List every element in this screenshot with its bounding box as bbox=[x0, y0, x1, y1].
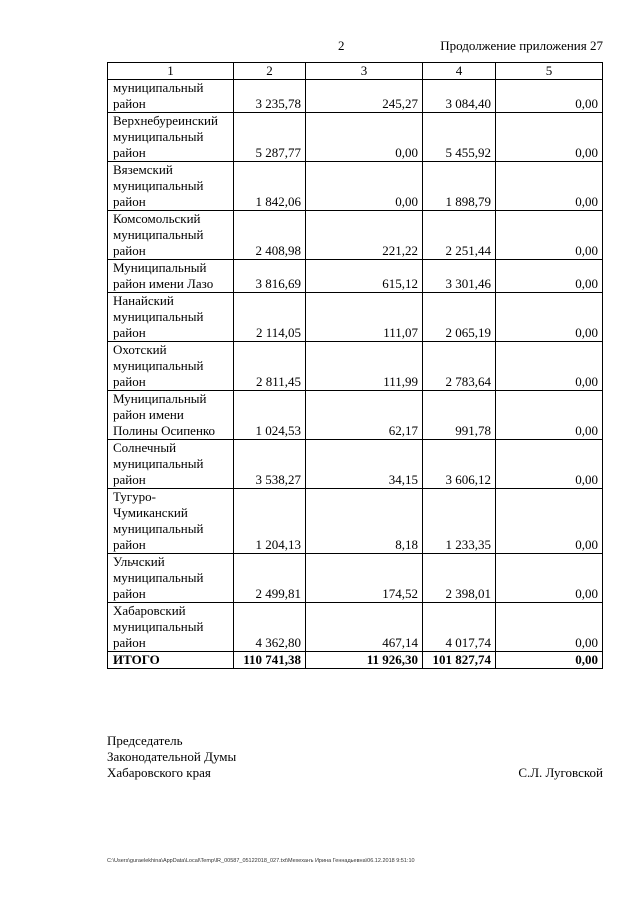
table-row bbox=[108, 603, 603, 652]
value-cell: 5 455,92 bbox=[423, 113, 496, 162]
value-cell: 0,00 bbox=[496, 554, 603, 603]
value-cell: 3 816,69 bbox=[234, 260, 306, 293]
value-cell: 0,00 bbox=[306, 113, 423, 162]
signatory-title-line: Хабаровского края bbox=[107, 765, 211, 780]
table-header-row bbox=[108, 63, 603, 80]
table-row bbox=[108, 391, 603, 440]
value-cell: 0,00 bbox=[496, 211, 603, 260]
district-name-cell: муниципальный район bbox=[108, 80, 234, 113]
value-cell: 1 024,53 bbox=[234, 391, 306, 440]
signatory-title bbox=[107, 733, 236, 781]
value-cell: 111,99 bbox=[306, 342, 423, 391]
value-cell: 2 408,98 bbox=[234, 211, 306, 260]
table-row bbox=[108, 342, 603, 391]
value-cell: 467,14 bbox=[306, 603, 423, 652]
value-cell: 111,07 bbox=[306, 293, 423, 342]
total-cell: 110 741,38 bbox=[234, 652, 306, 669]
column-header: 4 bbox=[423, 63, 496, 80]
district-name-cell: Муниципальный район имени Лазо bbox=[108, 260, 234, 293]
value-cell: 0,00 bbox=[496, 391, 603, 440]
district-name-cell: Ульчский муниципальный район bbox=[108, 554, 234, 603]
value-cell: 0,00 bbox=[306, 162, 423, 211]
table-row bbox=[108, 80, 603, 113]
table-row bbox=[108, 489, 603, 554]
column-header: 3 bbox=[306, 63, 423, 80]
table-row bbox=[108, 554, 603, 603]
district-name-cell: Солнечный муниципальный район bbox=[108, 440, 234, 489]
value-cell: 3 538,27 bbox=[234, 440, 306, 489]
value-cell: 991,78 bbox=[423, 391, 496, 440]
value-cell: 1 233,35 bbox=[423, 489, 496, 554]
value-cell: 0,00 bbox=[496, 489, 603, 554]
value-cell: 2 783,64 bbox=[423, 342, 496, 391]
value-cell: 2 499,81 bbox=[234, 554, 306, 603]
footer-file-path: C:\Users\guraelekhina\AppData\Local\Temp\IR_00587_05122018_027.txt\Мехеханъ Ирина Геннадьевна\06.12.2018 9:51:10 bbox=[107, 858, 415, 864]
value-cell: 1 898,79 bbox=[423, 162, 496, 211]
value-cell: 2 251,44 bbox=[423, 211, 496, 260]
value-cell: 0,00 bbox=[496, 603, 603, 652]
total-row bbox=[108, 652, 603, 669]
appendix-continuation-label: Продолжение приложения 27 bbox=[440, 38, 603, 53]
district-name-cell: Комсомольский муниципальный район bbox=[108, 211, 234, 260]
district-name-cell: Муниципальный район имени Полины Осипенко bbox=[108, 391, 234, 440]
value-cell: 2 114,05 bbox=[234, 293, 306, 342]
value-cell: 0,00 bbox=[496, 113, 603, 162]
signatory-title-line: Председатель bbox=[107, 733, 183, 748]
value-cell: 34,15 bbox=[306, 440, 423, 489]
column-header: 1 bbox=[108, 63, 234, 80]
value-cell: 0,00 bbox=[496, 162, 603, 211]
value-cell: 0,00 bbox=[496, 260, 603, 293]
total-cell: 11 926,30 bbox=[306, 652, 423, 669]
value-cell: 3 084,40 bbox=[423, 80, 496, 113]
total-label: ИТОГО bbox=[108, 652, 234, 669]
value-cell: 245,27 bbox=[306, 80, 423, 113]
signatory-title-line: Законодательной Думы bbox=[107, 749, 237, 764]
value-cell: 221,22 bbox=[306, 211, 423, 260]
total-cell: 0,00 bbox=[496, 652, 603, 669]
budget-table bbox=[107, 62, 603, 669]
table-row bbox=[108, 113, 603, 162]
column-header: 5 bbox=[496, 63, 603, 80]
value-cell: 3 606,12 bbox=[423, 440, 496, 489]
table-body bbox=[108, 80, 603, 669]
district-name-cell: Нанайский муниципальный район bbox=[108, 293, 234, 342]
total-cell: 101 827,74 bbox=[423, 652, 496, 669]
value-cell: 4 017,74 bbox=[423, 603, 496, 652]
district-name-cell: Вяземский муниципальный район bbox=[108, 162, 234, 211]
value-cell: 615,12 bbox=[306, 260, 423, 293]
value-cell: 2 065,19 bbox=[423, 293, 496, 342]
value-cell: 0,00 bbox=[496, 80, 603, 113]
value-cell: 0,00 bbox=[496, 342, 603, 391]
value-cell: 4 362,80 bbox=[234, 603, 306, 652]
value-cell: 8,18 bbox=[306, 489, 423, 554]
column-header: 2 bbox=[234, 63, 306, 80]
value-cell: 3 235,78 bbox=[234, 80, 306, 113]
value-cell: 174,52 bbox=[306, 554, 423, 603]
value-cell: 2 398,01 bbox=[423, 554, 496, 603]
page-number: 2 bbox=[338, 38, 345, 53]
value-cell: 5 287,77 bbox=[234, 113, 306, 162]
table-row bbox=[108, 293, 603, 342]
value-cell: 1 204,13 bbox=[234, 489, 306, 554]
value-cell: 0,00 bbox=[496, 440, 603, 489]
table-row bbox=[108, 162, 603, 211]
value-cell: 3 301,46 bbox=[423, 260, 496, 293]
table-row bbox=[108, 260, 603, 293]
table-row bbox=[108, 440, 603, 489]
value-cell: 2 811,45 bbox=[234, 342, 306, 391]
signatory-name: С.Л. Луговской bbox=[518, 765, 603, 780]
value-cell: 62,17 bbox=[306, 391, 423, 440]
district-name-cell: Тугуро- Чумиканский муниципальный район bbox=[108, 489, 234, 554]
district-name-cell: Верхнебуреинский муниципальный район bbox=[108, 113, 234, 162]
district-name-cell: Охотский муниципальный район bbox=[108, 342, 234, 391]
value-cell: 1 842,06 bbox=[234, 162, 306, 211]
value-cell: 0,00 bbox=[496, 293, 603, 342]
table-row bbox=[108, 211, 603, 260]
district-name-cell: Хабаровский муниципальный район bbox=[108, 603, 234, 652]
